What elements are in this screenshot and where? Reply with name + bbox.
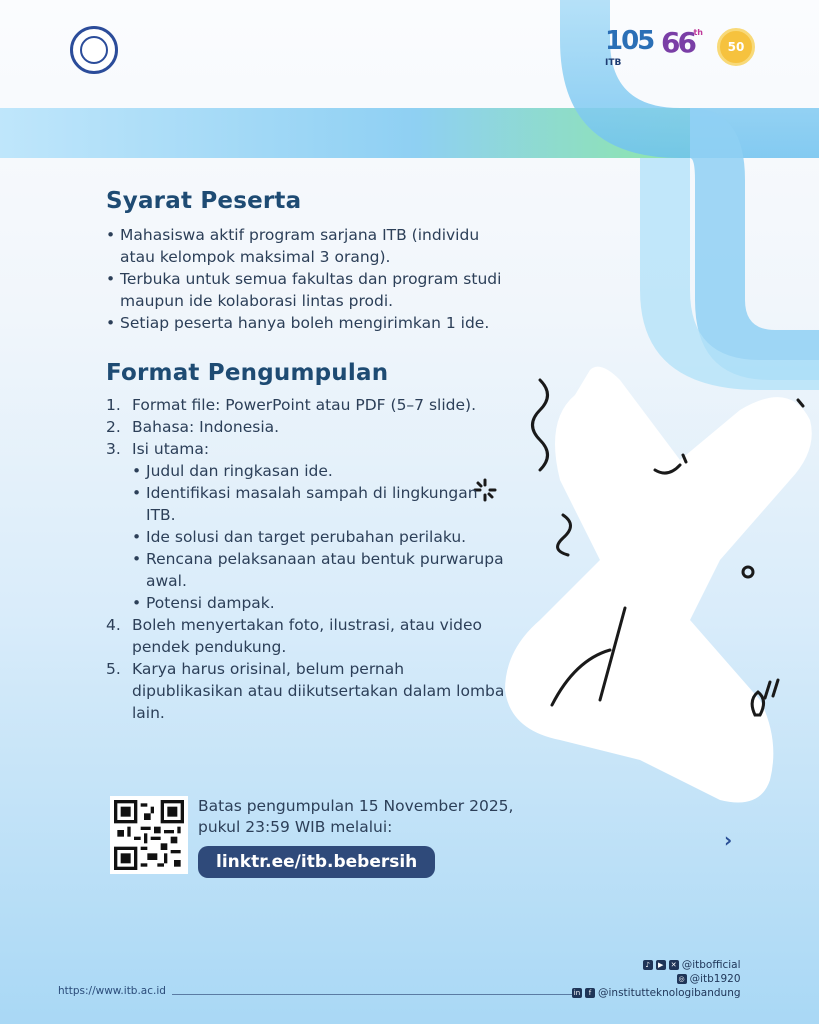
list-item: 3. Isi utama: • Judul dan ringkasan ide. • Identifikasi masalah sampah di lingkungan ITB. • Ide solusi dan target perubahan perilaku. • Rencana pelaksanaan atau bentuk purwarupa awal. • Potensi dampak. bbox=[106, 438, 506, 614]
instagram-icon: ◎ bbox=[678, 975, 685, 983]
ribbon-top bbox=[560, 0, 819, 158]
sub-list-item: • Ide solusi dan target perubahan perilaku. bbox=[132, 526, 506, 548]
list-item: • Mahasiswa aktif program sarjana ITB (individu atau kelompok maksimal 3 orang). bbox=[106, 224, 516, 268]
sub-list-item: • Potensi dampak. bbox=[132, 592, 506, 614]
x-icon: ✕ bbox=[669, 960, 679, 970]
sub-list-item: • Rencana pelaksanaan atau bentuk purwarupa awal. bbox=[132, 548, 506, 592]
list-item: 4. Boleh menyertakan foto, ilustrasi, atau video pendek pendukung. bbox=[106, 616, 482, 656]
social-row[interactable]: in f @institutteknologibandung bbox=[573, 987, 741, 999]
format-title: Format Pengumpulan bbox=[106, 360, 389, 386]
chevron-right-icon[interactable]: › bbox=[724, 828, 733, 852]
deadline-block bbox=[110, 796, 550, 880]
list-item: • Terbuka untuk semua fakultas dan program studi maupun ide kolaborasi lintas prodi. bbox=[106, 268, 516, 312]
list-item: 5. Karya harus orisinal, belum pernah dipublikasikan atau diikutsertakan dalam lomba lain. bbox=[106, 660, 505, 722]
list-item: • Setiap peserta hanya boleh mengirimkan 1 ide. bbox=[106, 312, 516, 334]
tiktok-icon: ♪ bbox=[643, 960, 653, 970]
list-item: 2. Bahasa: Indonesia. bbox=[106, 418, 280, 436]
social-row[interactable]: ◎ @itb1920 bbox=[678, 973, 741, 985]
character-figure bbox=[505, 367, 812, 803]
social-handles bbox=[572, 958, 741, 1000]
website-url[interactable]: https://www.itb.ac.id bbox=[58, 985, 166, 997]
sub-list bbox=[132, 460, 506, 614]
social-row[interactable]: ♪ ▶ ✕ @itbofficial bbox=[572, 958, 741, 972]
qr-code-icon[interactable] bbox=[110, 796, 188, 874]
main-content bbox=[106, 188, 516, 724]
footer-divider bbox=[172, 994, 582, 995]
jubilee-logo: 50 bbox=[717, 28, 755, 66]
facebook-icon: f bbox=[585, 988, 595, 998]
youtube-icon: ▶ bbox=[656, 960, 666, 970]
format-list bbox=[106, 394, 506, 724]
linktree-link[interactable]: linktr.ee/itb.bebersih bbox=[198, 846, 435, 878]
itb-seal-icon bbox=[70, 26, 118, 74]
dot-circle bbox=[743, 567, 753, 577]
squiggle-small bbox=[558, 515, 571, 555]
sub-list-item: • Identifikasi masalah sampah di lingkungan ITB. bbox=[132, 482, 506, 526]
syarat-title: Syarat Peserta bbox=[106, 188, 302, 214]
anniversary-66-logo: 66 th bbox=[661, 26, 703, 59]
syarat-list bbox=[106, 224, 516, 334]
sub-list-item: • Judul dan ringkasan ide. bbox=[132, 460, 506, 482]
squiggle-left bbox=[533, 380, 548, 470]
linkedin-icon: in bbox=[573, 989, 581, 997]
list-item: 1. Format file: PowerPoint atau PDF (5–7 slide). bbox=[106, 396, 477, 414]
deadline-text: Batas pengumpulan 15 November 2025, pukul 23:59 WIB melalui: bbox=[198, 797, 514, 836]
anniversary-105-logo: 105 ITB bbox=[605, 26, 654, 68]
anniversary-logos bbox=[605, 26, 755, 68]
